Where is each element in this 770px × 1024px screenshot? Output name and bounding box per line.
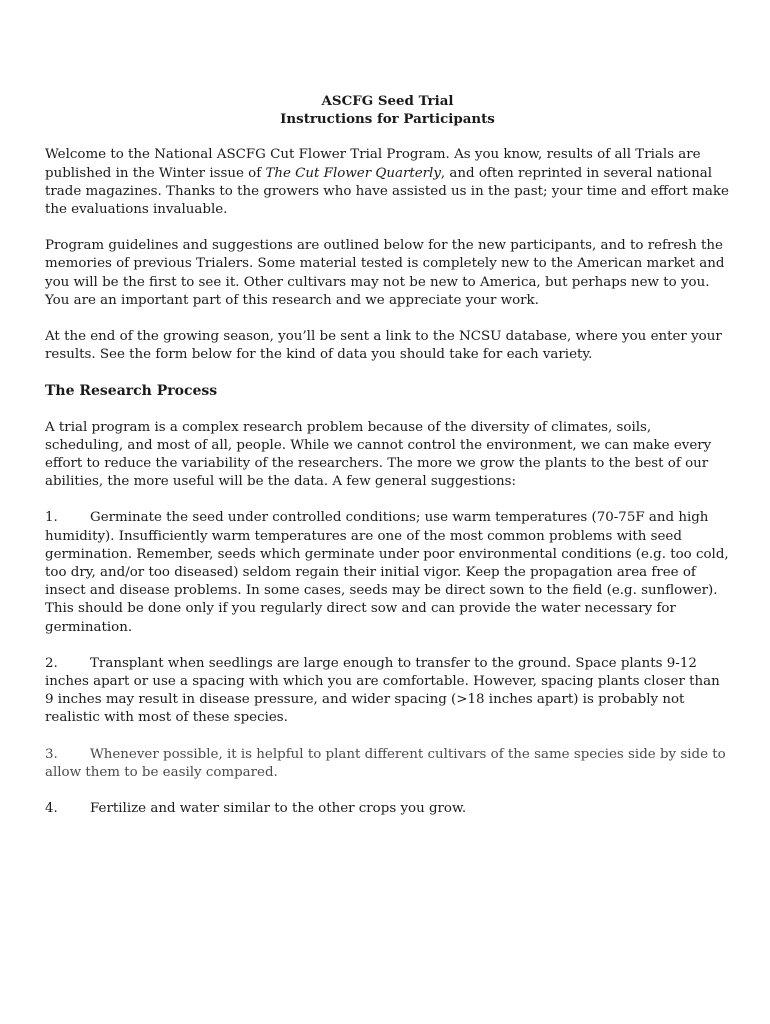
document-title bbox=[45, 92, 730, 128]
intro-paragraph-3: At the end of the growing season, you’ll be sent a link to the NCSU database, where you enter your results. See the form below for the kind of data you should take for each variety. bbox=[45, 329, 722, 363]
item-number: 1. bbox=[45, 510, 58, 526]
research-process-heading: The Research Process bbox=[45, 383, 218, 400]
item-text: Germinate the seed under controlled conditions; use warm temperatures (70-75F and high humidity). Insufficiently warm temperatures are one of the most common problems with seed germination. Remember, seeds which germinate under poor environmental conditions (e.g. too cold, too dry, and/or too diseased) seldom regain their initial vigor. Keep the propagation area free of insect and disease problems. In some cases, seeds may be direct sown to the field (e.g. sunflower). This should be done only if you regularly direct sow and can provide the water necessary for germination. bbox=[45, 510, 729, 635]
intro-paragraph-2: Program guidelines and suggestions are outlined below for the new participants, and to refresh the memories of previous Trialers. Some material tested is completely new to the American market and you will be the first to see it. Other cultivars may not be new to America, but perhaps new to you. You are an important part of this research and we appreciate your work. bbox=[45, 238, 725, 308]
suggestion-item-1 bbox=[45, 509, 730, 636]
publication-title: The Cut Flower Quarterly bbox=[265, 165, 441, 181]
item-text: Fertilize and water similar to the other crops you grow. bbox=[90, 801, 467, 817]
item-number: 2. bbox=[45, 655, 58, 671]
intro-p1-before: Welcome to the National ASCFG Cut Flower Trial Program. As you know, results of all Trials are published in the Winter issue of bbox=[45, 147, 701, 181]
research-intro-paragraph: A trial program is a complex research problem because of the diversity of climates, soils, scheduling, and most of all, people. While we cannot control the environment, we can make every effort to reduce the variability of the researchers. The more we grow the plants to the best of our abilities, the more useful will be the data. A few general suggestions: bbox=[45, 419, 712, 490]
suggestion-item-2 bbox=[45, 655, 730, 728]
suggestion-item-4 bbox=[45, 800, 730, 818]
title-line-2: Instructions for Participants bbox=[280, 111, 495, 128]
intro-paragraph-1 bbox=[45, 146, 730, 219]
item-text: Whenever possible, it is helpful to plant different cultivars of the same species side by side to allow them to be easily compared. bbox=[45, 746, 726, 780]
intro-p1-after: , and often reprinted in several national trade magazines. Thanks to the growers who have assisted us in the past; your time and effort make the evaluations invaluable. bbox=[45, 165, 729, 218]
document-page bbox=[45, 92, 730, 836]
title-line-1: ASCFG Seed Trial bbox=[321, 93, 454, 109]
suggestion-item-3 bbox=[45, 746, 730, 782]
item-number: 4. bbox=[45, 801, 58, 817]
item-number: 3. bbox=[45, 746, 58, 762]
item-text: Transplant when seedlings are large enough to transfer to the ground. Space plants 9-12 inches apart or use a spacing with which you are comfortable. However, spacing plants closer than 9 inches may result in disease pressure, and wider spacing (>18 inches apart) is probably not realistic with most of these species. bbox=[45, 655, 720, 726]
